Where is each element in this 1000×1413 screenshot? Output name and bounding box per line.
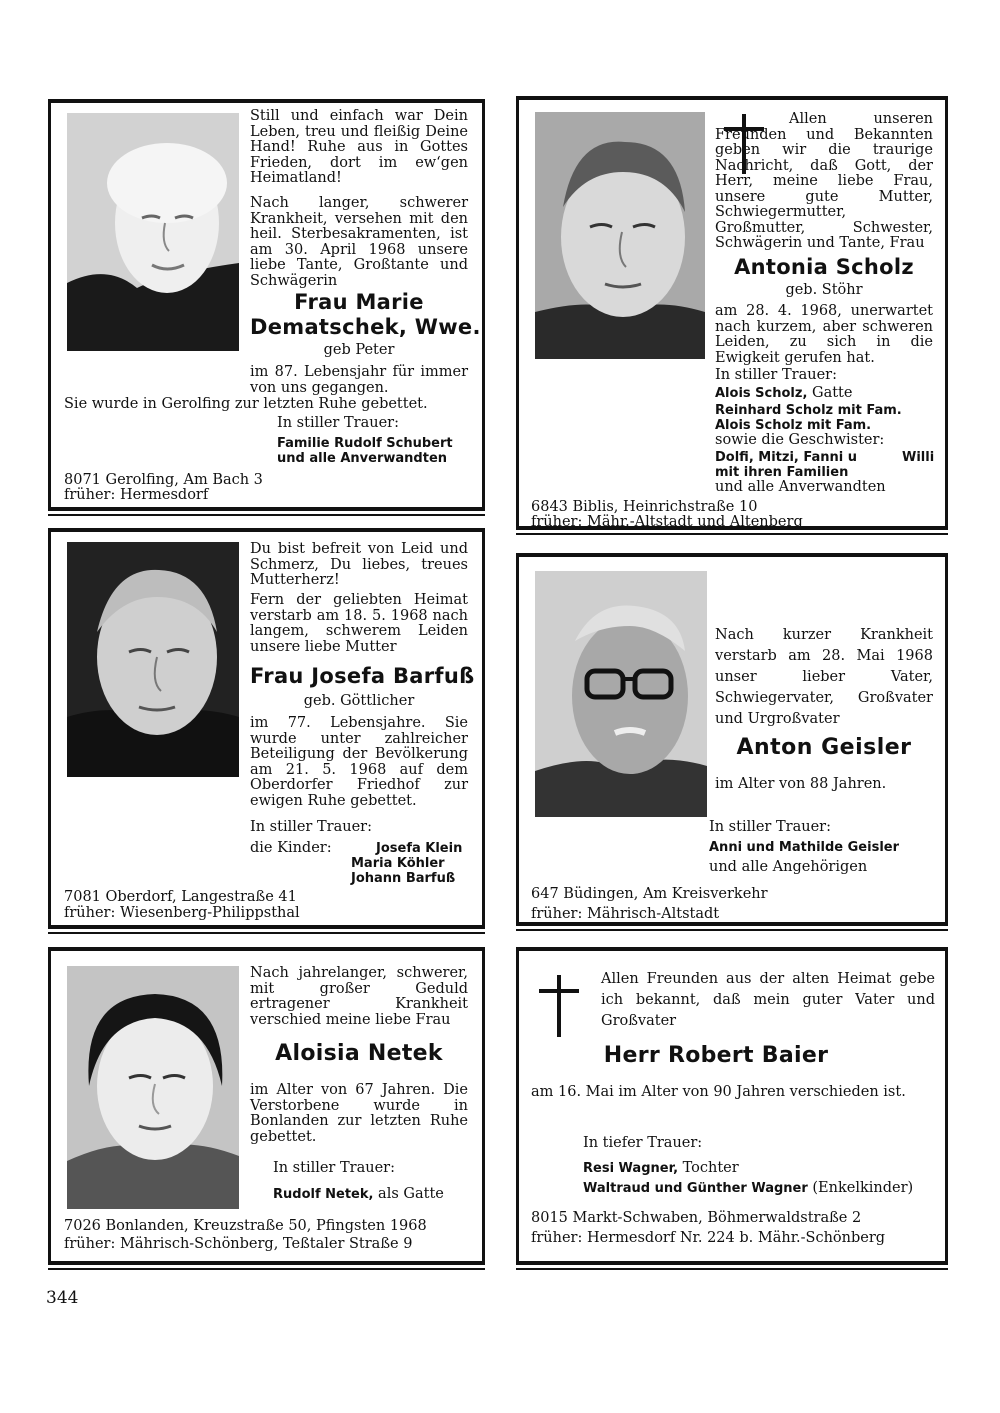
- mourner-2: [583, 1181, 913, 1197]
- obituary-barfuss: [48, 528, 485, 929]
- mourning-label: In stiller Trauer:: [250, 819, 372, 835]
- mourner-2-role: (Enkelkinder): [807, 1180, 914, 1196]
- obituary-geisler: [516, 553, 948, 926]
- mourner-1-role: Gatte: [807, 385, 853, 401]
- portrait-photo: [67, 113, 239, 351]
- portrait-photo: [535, 571, 707, 817]
- mourner-2: Reinhard Scholz mit Fam.: [715, 403, 902, 418]
- address: 8015 Markt-Schwaben, Böhmerwaldstraße 2: [531, 1210, 862, 1226]
- former-address: früher: Hermesdorf Nr. 224 b. Mähr.-Schönberg: [531, 1230, 886, 1246]
- deceased-name-line1: Frau Marie: [294, 290, 424, 314]
- mourning-label: In tiefer Trauer:: [583, 1135, 703, 1151]
- portrait-elderly-woman: [67, 113, 239, 351]
- intro-text: Nach kurzer Krankheit verstarb am 28. Mai 1968 unser lieber Vater, Schwiegervater, Großvater und Urgroßvater: [715, 627, 933, 727]
- address: 647 Büdingen, Am Kreisverkehr: [531, 886, 768, 902]
- obituary-baier: [516, 947, 948, 1265]
- intro-text: Nach langer, schwerer Krankheit, versehen mit den heil. Sterbesakramenten, ist am 30. April 1968 unsere liebe Tante, Großtante und Schwägerin: [250, 195, 468, 289]
- address: 7026 Bonlanden, Kreuzstraße 50, Pfingsten 1968: [64, 1218, 427, 1234]
- former-address: früher: Wiesenberg-Philippsthal: [64, 905, 300, 921]
- mourner-1-name: Resi Wagner,: [583, 1161, 679, 1176]
- other-relatives: und alle Anverwandten: [715, 479, 886, 495]
- death-text: am 16. Mai im Alter von 90 Jahren verschieden ist.: [531, 1084, 906, 1100]
- portrait-woman: [535, 112, 705, 359]
- mourner-1-role: Tochter: [678, 1160, 739, 1176]
- portrait-elderly-woman: [67, 542, 239, 777]
- child-3: Johann Barfuß: [351, 871, 456, 886]
- mourners: Anni und Mathilde Geisler: [709, 840, 899, 855]
- portrait-elderly-man: [535, 571, 707, 817]
- cross-icon: [539, 975, 579, 1037]
- mourner-name: Rudolf Netek,: [273, 1187, 374, 1202]
- death-text: am 28. 4. 1968, unerwartet nach kurzem, aber schweren Leiden, zu sich in die Ewigkeit gerufen hat.: [715, 303, 933, 366]
- children-label: die Kinder:: [250, 840, 332, 856]
- burial-text: Sie wurde in Gerolfing zur letzten Ruhe gebettet.: [64, 396, 428, 412]
- address: 6843 Biblis, Heinrichstraße 10: [531, 499, 758, 515]
- address: 7081 Oberdorf, Langestraße 41: [64, 889, 297, 905]
- mourner-1: [715, 386, 852, 402]
- mourner-4: Dolfi, Mitzi, Fanni u: [715, 450, 858, 465]
- portrait-photo: [67, 966, 239, 1209]
- intro-text: Allen unseren Freunden und Bekannten geben wir die traurige Nachricht, daß Gott, der Herr, meine liebe Frau, unsere gute Mutter, Schwiegermutter, Großmutter, Schwester, Schwägerin und Tante, Frau: [715, 111, 933, 251]
- child-1: Josefa Klein: [376, 841, 463, 856]
- mourner-3: Alois Scholz mit Fam.: [715, 418, 872, 433]
- mourner-relatives: und alle Anverwandten: [277, 451, 448, 466]
- mourning-label: In stiller Trauer:: [709, 819, 831, 835]
- maiden-name: geb. Stöhr: [785, 282, 863, 298]
- obituary-netek: [48, 947, 485, 1265]
- mourner-family: Familie Rudolf Schubert: [277, 436, 453, 451]
- age-text: im 77. Lebensjahre. Sie wurde unter zahlreicher Beteiligung der Bevölkerung am 21. 5. 1968 auf dem Oberdorfer Friedhof zur ewigen Ruhe gebettet.: [250, 715, 468, 809]
- mourner: [273, 1187, 444, 1203]
- mourner-5: mit ihren Familien: [715, 465, 849, 480]
- former-address: früher: Hermesdorf: [64, 487, 209, 503]
- deceased-name: Herr Robert Baier: [603, 1043, 829, 1068]
- verse-text: Du bist befreit von Leid und Schmerz, Du liebes, treues Mutterherz!: [250, 541, 468, 588]
- former-address: früher: Mährisch-Schönberg, Teßtaler Straße 9: [64, 1236, 413, 1252]
- siblings-label: sowie die Geschwister:: [715, 432, 885, 448]
- portrait-photo: [535, 112, 705, 359]
- deceased-name: Anton Geisler: [736, 735, 912, 760]
- intro-text: Allen Freunden aus der alten Heimat gebe ich bekannt, daß mein guter Vater und Großvater: [601, 971, 935, 1029]
- mourner-2-names: Waltraud und Günther Wagner: [583, 1181, 808, 1196]
- verse-text: Still und einfach war Dein Leben, treu und fleißig Deine Hand! Ruhe aus in Gottes Frieden, dort im ew‘gen Heimatland!: [250, 108, 468, 186]
- age-text: im Alter von 67 Jahren. Die Verstorbene wurde in Bonlanden zur letzten Ruhe gebettet.: [250, 1082, 468, 1145]
- deceased-name: Frau Josefa Barfuß: [250, 664, 475, 688]
- child-2: Maria Köhler: [351, 856, 445, 871]
- maiden-name: geb. Göttlicher: [303, 693, 415, 709]
- age-text: im Alter von 88 Jahren.: [715, 776, 887, 792]
- mourning-label: In stiller Trauer:: [277, 415, 399, 431]
- age-text: im 87. Lebensjahr für immer von uns gegangen.: [250, 364, 468, 396]
- mourning-label: In stiller Trauer:: [715, 367, 837, 383]
- former-address: früher: Mähr.-Altstadt und Altenberg: [531, 514, 803, 530]
- mourner-role: als Gatte: [373, 1186, 444, 1202]
- portrait-photo: [67, 542, 239, 777]
- deceased-name: Antonia Scholz: [734, 255, 914, 279]
- portrait-woman: [67, 966, 239, 1209]
- former-address: früher: Mährisch-Altstadt: [531, 906, 720, 922]
- mourning-label: In stiller Trauer:: [273, 1160, 395, 1176]
- intro-text: Fern der geliebten Heimat verstarb am 18. 5. 1968 nach langem, schwerem Leiden unsere liebe Mutter: [250, 592, 468, 655]
- deceased-name: Aloisia Netek: [275, 1041, 443, 1066]
- obituary-dematschek: [48, 99, 485, 511]
- maiden-name: geb Peter: [323, 342, 395, 358]
- address: 8071 Gerolfing, Am Bach 3: [64, 472, 263, 488]
- mourner-1: [583, 1161, 739, 1177]
- other-relatives: und alle Angehörigen: [709, 859, 868, 875]
- page-number: 344: [46, 1288, 79, 1308]
- obituary-scholz: [516, 96, 948, 530]
- deceased-name-line2: Dematschek, Wwe.: [250, 315, 481, 339]
- intro-text: Nach jahrelanger, schwerer, mit großer Geduld ertragener Krankheit verschied meine liebe Frau: [250, 965, 468, 1028]
- mourner-1-name: Alois Scholz,: [715, 386, 808, 401]
- mourner-4b: Willi: [902, 450, 935, 465]
